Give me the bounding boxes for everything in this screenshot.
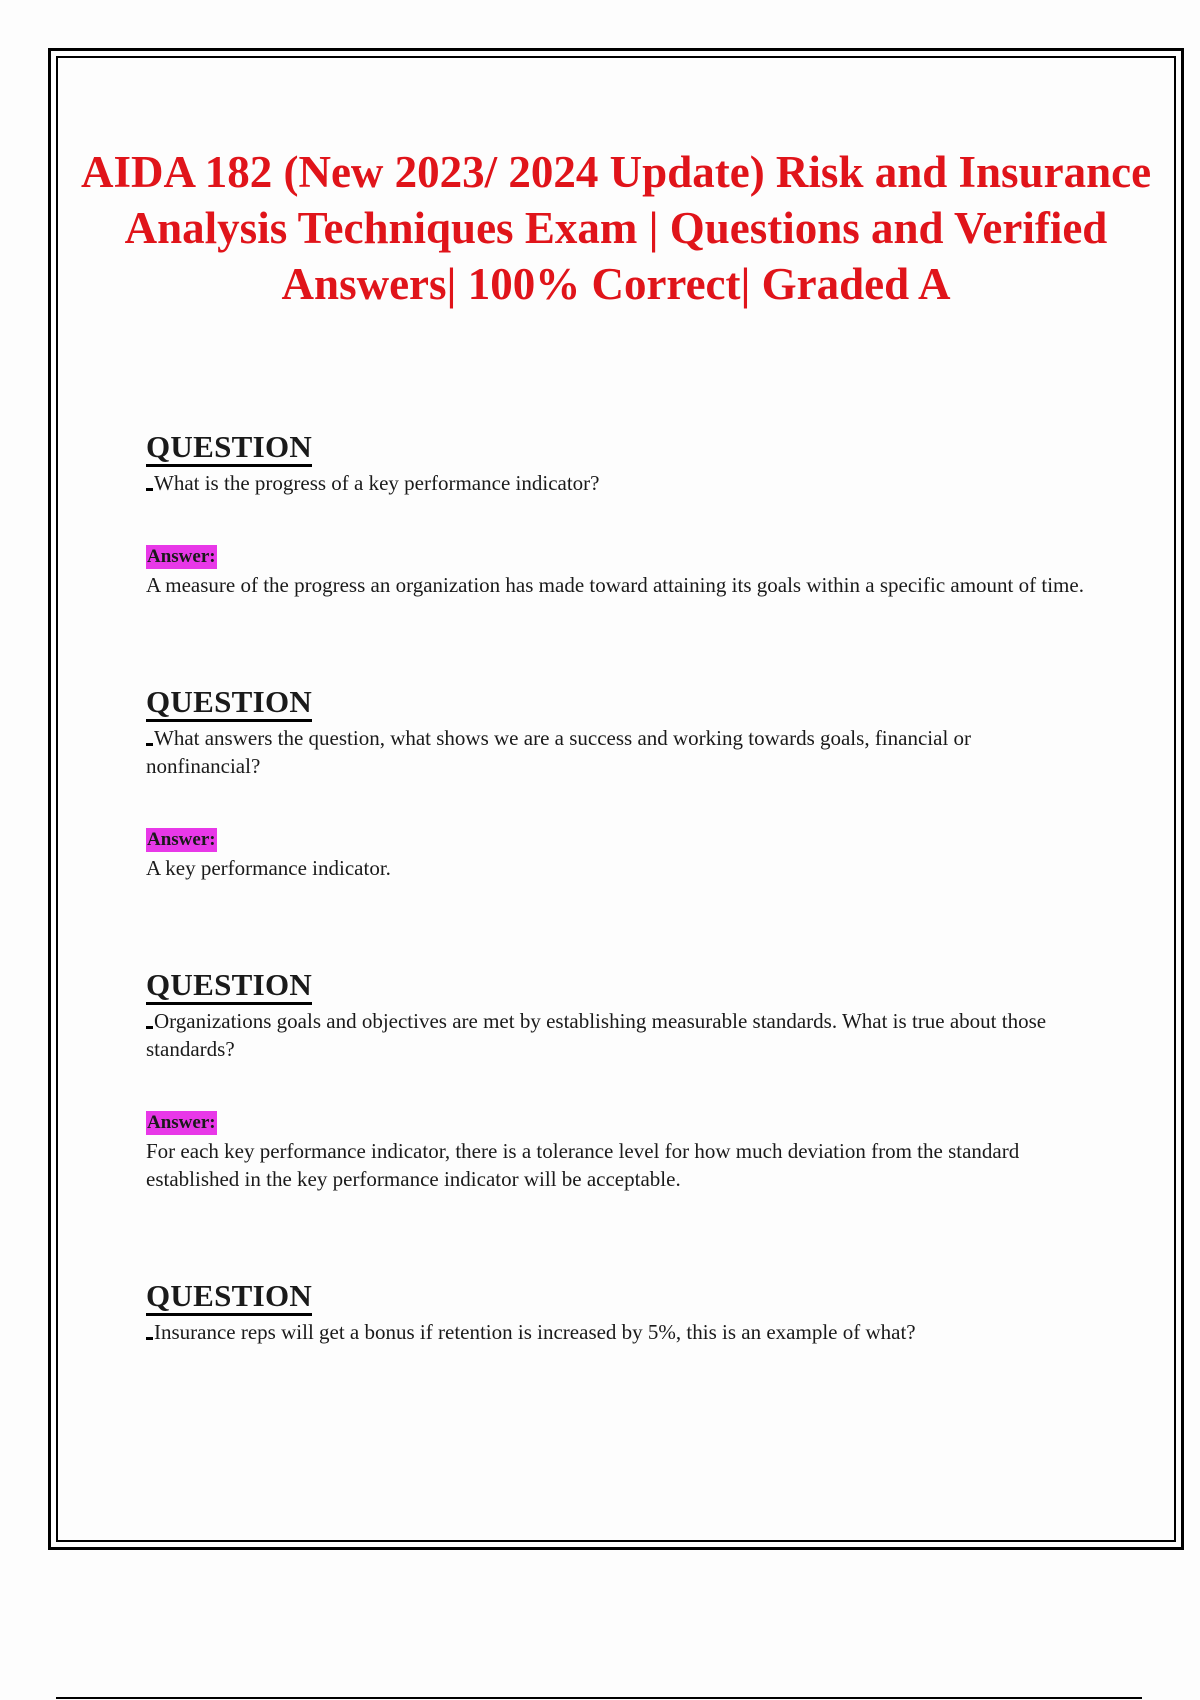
question-heading: QUESTION (146, 968, 312, 1005)
question-text-row (146, 469, 1086, 497)
question-marker (146, 1026, 153, 1029)
question-text: Organizations goals and objectives are met by establishing measurable standards. What is true about those standards? (146, 1009, 1047, 1061)
question-text: Insurance reps will get a bonus if retention is increased by 5%, this is an example of what? (154, 1320, 916, 1344)
question-text-row (146, 1007, 1086, 1063)
question-text-row (146, 724, 1086, 780)
qa-item (146, 968, 1086, 1193)
qa-list (146, 430, 1086, 1346)
question-heading: QUESTION (146, 685, 312, 722)
qa-item (146, 1279, 1086, 1346)
question-marker (146, 1337, 153, 1340)
question-heading: QUESTION (146, 430, 312, 467)
footer-rule (56, 1697, 1142, 1699)
answer-text: A key performance indicator. (146, 856, 391, 880)
answer-label: Answer: (147, 829, 216, 850)
qa-item (146, 430, 1086, 599)
qa-item (146, 685, 1086, 882)
question-text: What is the progress of a key performance indicator? (154, 471, 600, 495)
answer-label: Answer: (147, 1112, 216, 1133)
answer-text: For each key performance indicator, there is a tolerance level for how much deviation from the standard established in the key performance indicator will be acceptable. (146, 1139, 1020, 1191)
document-title: AIDA 182 (New 2023/ 2024 Update) Risk and Insurance Analysis Techniques Exam | Questions and Verified Answers| 100% Correct| Graded A (80, 147, 1152, 309)
question-text-row (146, 1318, 1086, 1346)
question-marker (146, 743, 153, 746)
answer-text: A measure of the progress an organization has made toward attaining its goals within a specific amount of time. (146, 573, 1084, 597)
question-heading: QUESTION (146, 1279, 312, 1316)
answer-label: Answer: (147, 546, 216, 567)
question-marker (146, 488, 153, 491)
question-text: What answers the question, what shows we are a success and working towards goals, financial or nonfinancial? (146, 726, 972, 778)
